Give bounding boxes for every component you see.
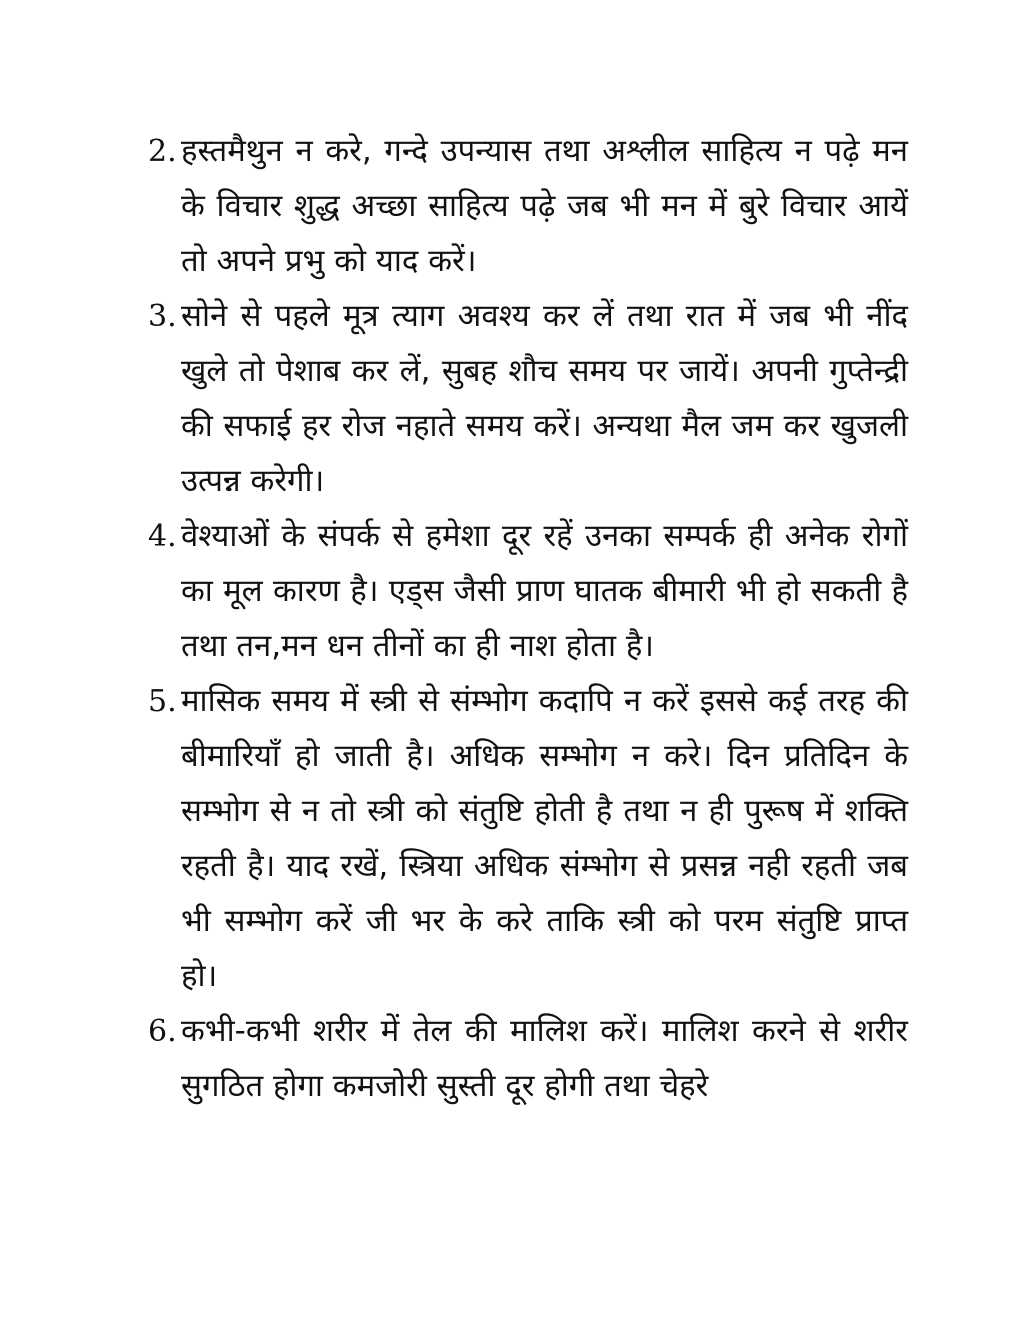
list-item-text: वेश्याओं के संपर्क से हमेशा दूर रहें उनका सम्पर्क ही अनेक रोगों का मूल कारण है। एड्स जैसी प्राण घातक बीमारी भी हो सकती है तथा तन,मन धन तीनों का ही नाश होता है। xyxy=(181,518,908,664)
numbered-list xyxy=(148,124,908,1114)
list-item xyxy=(148,674,908,1004)
list-item-text: सोने से पहले मूत्र त्याग अवश्य कर लें तथा रात में जब भी नींद खुले तो पेशाब कर लें, सुबह शौच समय पर जायें। अपनी गुप्तेन्द्री की सफाई हर रोज नहाते समय करें। अन्यथा मैल जम कर खुजली उत्पन्न करेगी। xyxy=(181,298,908,499)
list-item xyxy=(148,289,908,509)
list-item-number: 6. xyxy=(148,1014,177,1049)
list-item-number: 5. xyxy=(148,684,177,719)
list-item xyxy=(148,509,908,674)
list-item-text: हस्तमैथुन न करे, गन्दे उपन्यास तथा अश्लील साहित्य न पढ़े मन के विचार शुद्ध अच्छा साहित्य पढ़े जब भी मन में बुरे विचार आयें तो अपने प्रभु को याद करें। xyxy=(181,133,908,279)
list-item-number: 4. xyxy=(148,519,177,554)
list-item-number: 3. xyxy=(148,299,177,334)
list-item-text: कभी-कभी शरीर में तेल की मालिश करें। मालिश करने से शरीर सुगठित होगा कमजोेरी सुस्ती दूर होगी तथा चेहरे xyxy=(181,1013,908,1104)
list-item-text: मासिक समय में स्त्री से संम्भोग कदापि न करें इससे कई तरह की बीमारियाँ हो जाती है। अधिक सम्भोग न करे। दिन प्रतिदिन के सम्भोग से न तो स्त्री को संतुष्टि होती है तथा न ही पुरूष में शक्ति रहती है। याद रखें, स्त्रिया अधिक संम्भोग से प्रसन्न नही रहती जब भी सम्भोग करें जी भर के करे ताकि स्त्री को परम संतुष्टि प्राप्त हो। xyxy=(181,683,908,994)
list-item xyxy=(148,124,908,289)
list-item-number: 2. xyxy=(148,134,177,169)
list-item xyxy=(148,1004,908,1114)
